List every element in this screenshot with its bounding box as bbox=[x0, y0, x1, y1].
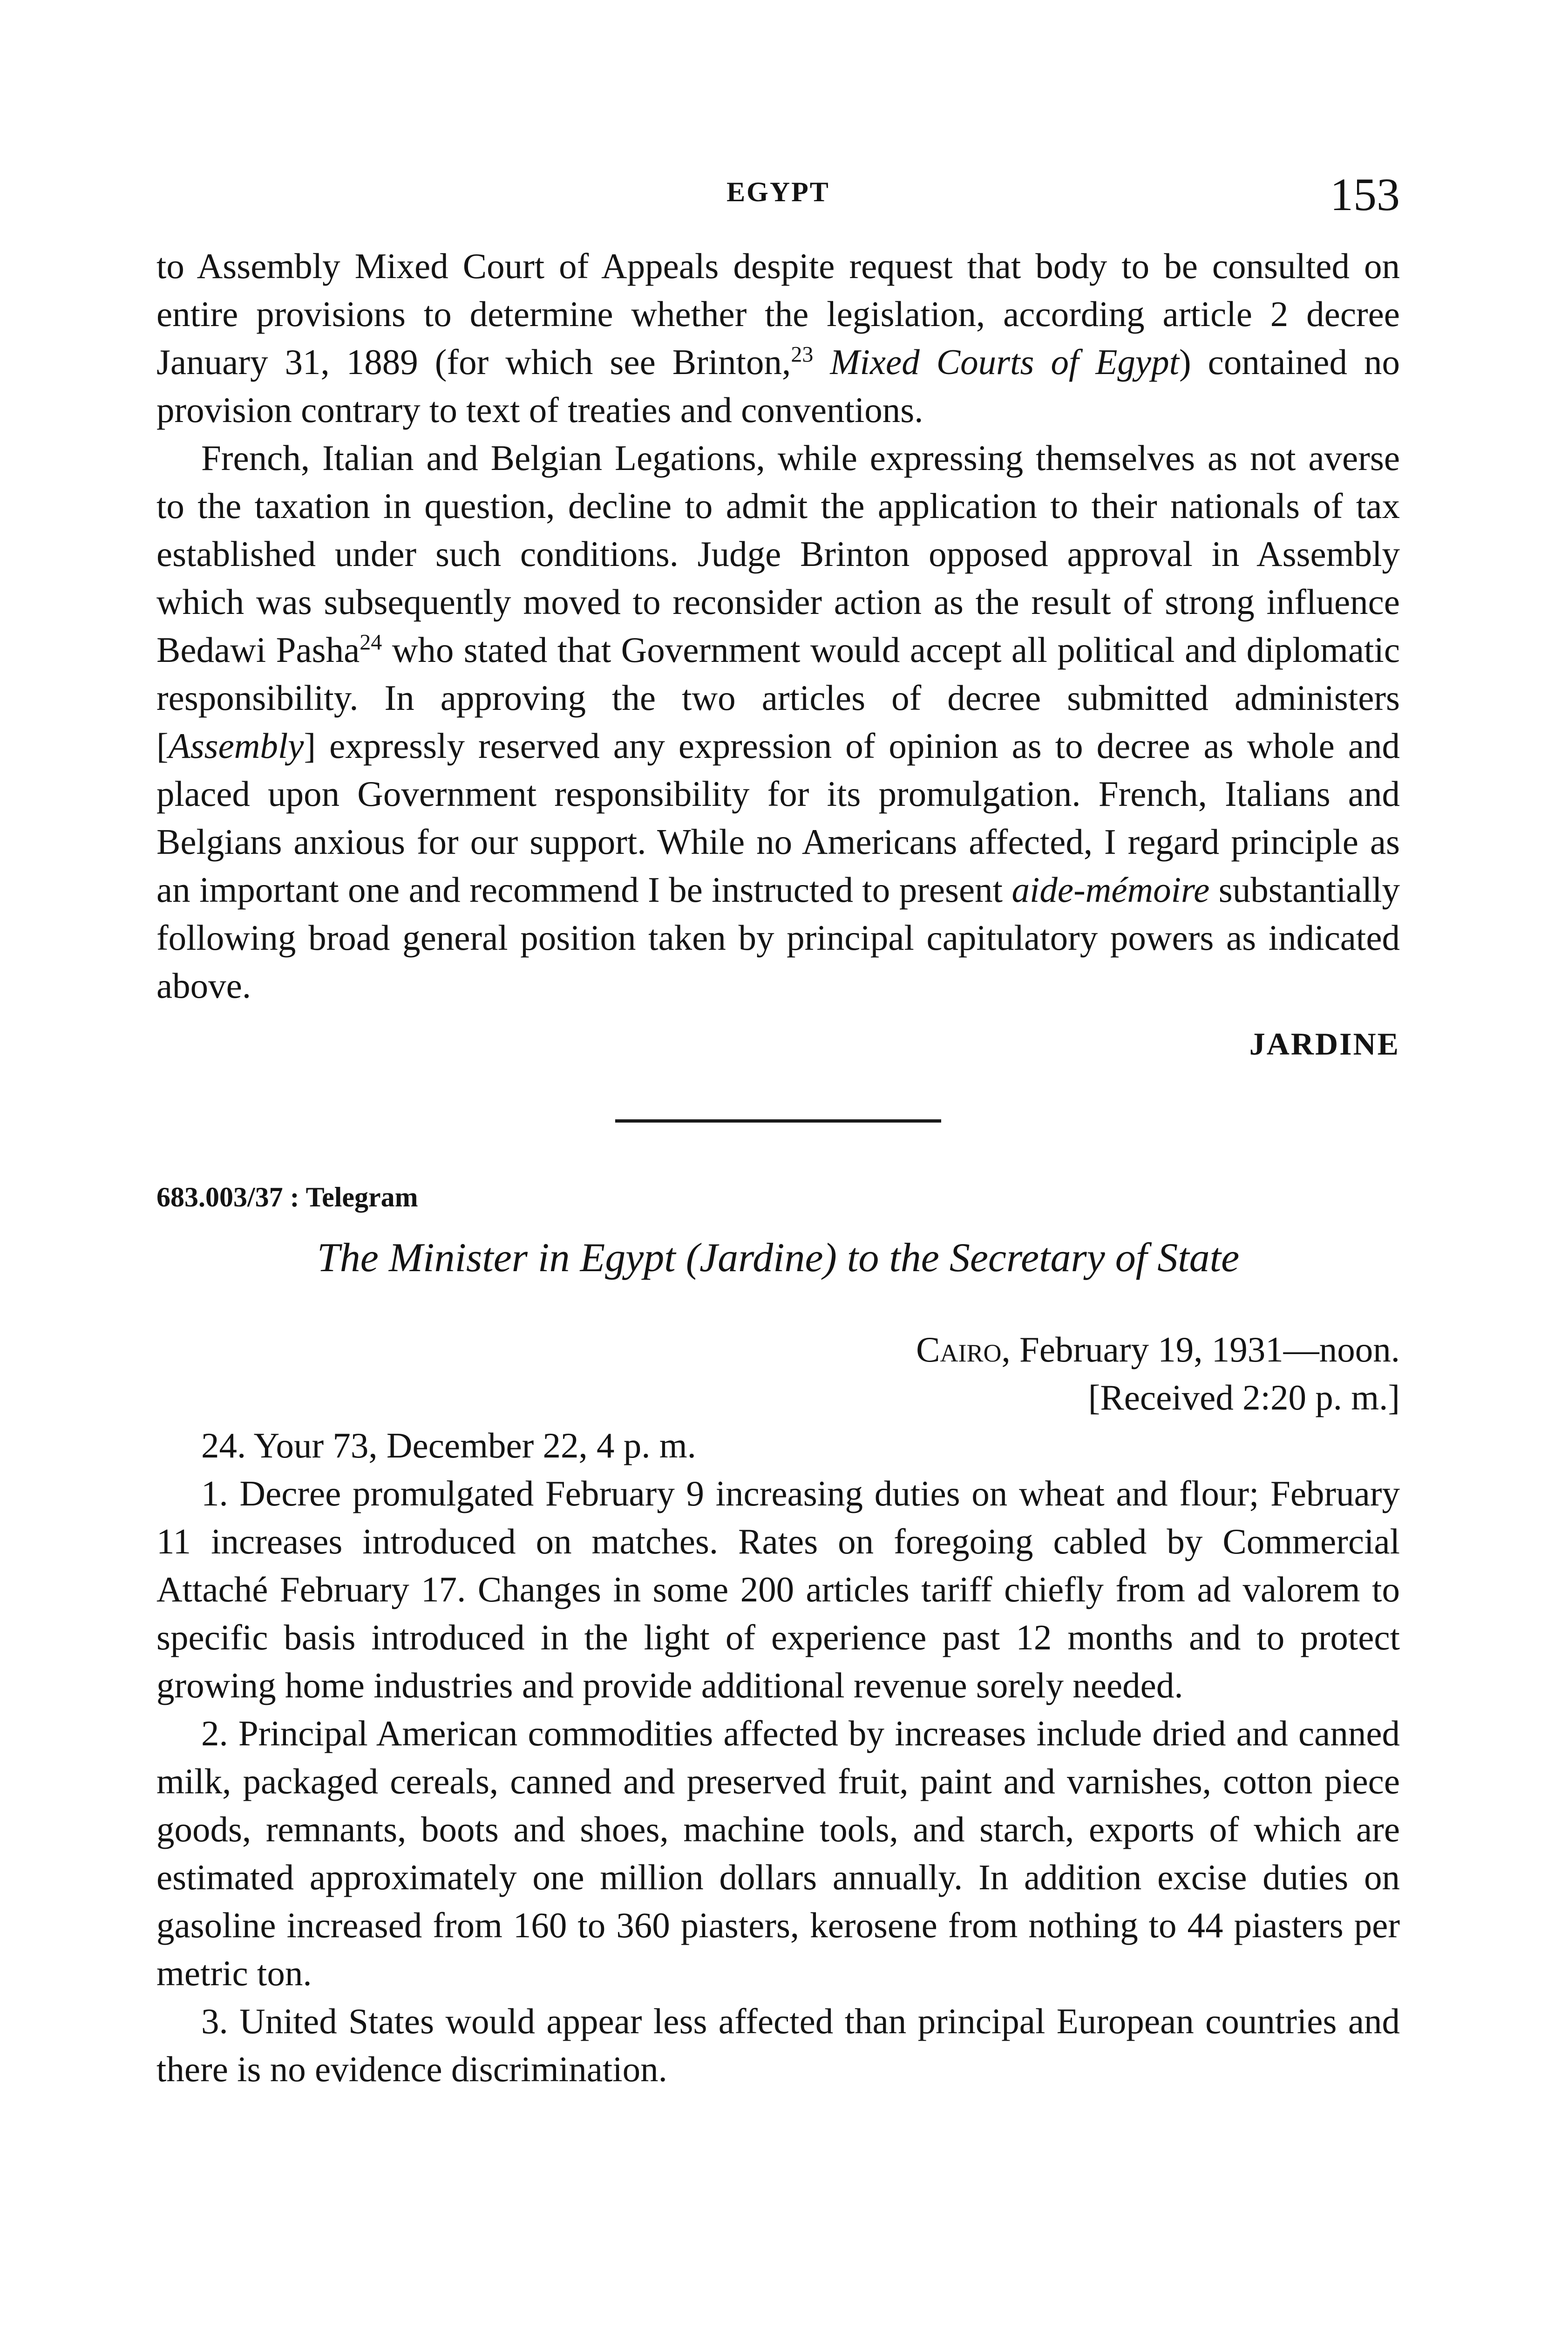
received-note: [Received 2:20 p. m.] bbox=[1088, 1377, 1400, 1417]
italic-text: Assembly bbox=[168, 726, 304, 766]
text-run: French, Italian and Belgian Legations, while expressing themselves as not averse to the taxation in question, decline to admit the application to their nationals of tax established under such conditions. Judge Brinton opposed approval in Assembly which was subsequently moved to reconsider action as the result of strong influence Bedawi Pasha bbox=[156, 438, 1400, 670]
text-run: to Assembly Mixed Court of Appeals despite request that body to be consulted on entire provisions to determine whether the legislation, according article 2 decree January 31, 1889 (for which see Brinton, bbox=[156, 246, 1400, 382]
paragraph bbox=[156, 434, 1400, 1010]
paragraph: 3. United States would appear less affected than principal European countries and there is no evidence discrimination. bbox=[156, 2001, 1400, 2089]
file-number: 683.003/37 : Telegram bbox=[156, 1182, 418, 1212]
dateline bbox=[156, 1326, 1400, 1374]
running-head: EGYPT bbox=[726, 177, 830, 207]
document-title: The Minister in Egypt (Jardine) to the Secretary of State bbox=[317, 1235, 1240, 1280]
dateline-place: Cairo, bbox=[916, 1329, 1011, 1369]
dateline-date: February 19, 1931—noon. bbox=[1010, 1329, 1400, 1369]
text-run: substantially following broad general position taken by principal capitulatory powers as indicated above. bbox=[156, 870, 1400, 1006]
text-run: ] expressly reserved any expression of opinion as to decree as whole and placed upon Government responsibility for its promulgation. French, Italians and Belgians anxious for our support. While no Americans affected, I regard principle as an important one and recommend I be instructed to present bbox=[156, 726, 1400, 910]
footnote-ref: 24 bbox=[360, 630, 382, 655]
paragraph: 24. Your 73, December 22, 4 p. m. bbox=[201, 1425, 696, 1465]
italic-text: aide-mémoire bbox=[1011, 870, 1210, 910]
italic-title: Mixed Courts of Egypt bbox=[830, 342, 1179, 382]
section-divider bbox=[615, 1119, 941, 1123]
continued-paragraph bbox=[156, 242, 1400, 434]
paragraph: 2. Principal American commodities affected by increases include dried and canned milk, packaged cereals, canned and preserved fruit, paint and varnishes, cotton piece goods, remnants, boots and shoes, machine tools, and starch, exports of which are estimated approximately one million dollars annually. In addition excise duties on gasoline increased from 160 to 360 piasters, kerosene from nothing to 44 piasters per metric ton. bbox=[156, 1713, 1400, 1993]
text-run: who stated that Government would accept all political and diplomatic responsibility. In approving the two articles of decree submitted administers [ bbox=[156, 630, 1400, 766]
paragraph: 1. Decree promulgated February 9 increasing duties on wheat and flour; February 11 increases introduced on matches. Rates on foregoing cabled by Commercial Attaché February 17. Changes in some 200 articles tariff chiefly from ad valorem to specific basis introduced in the light of experience past 12 months and to protect growing home industries and provide additional revenue sorely needed. bbox=[156, 1473, 1400, 1705]
signature: JARDINE bbox=[1249, 1026, 1400, 1062]
page-header bbox=[156, 168, 1400, 224]
page-body bbox=[156, 242, 1400, 2093]
footnote-ref: 23 bbox=[791, 342, 814, 367]
page-number: 153 bbox=[1330, 169, 1400, 220]
text-run: ) contained no provision contrary to text of treaties and conventions. bbox=[156, 342, 1400, 430]
